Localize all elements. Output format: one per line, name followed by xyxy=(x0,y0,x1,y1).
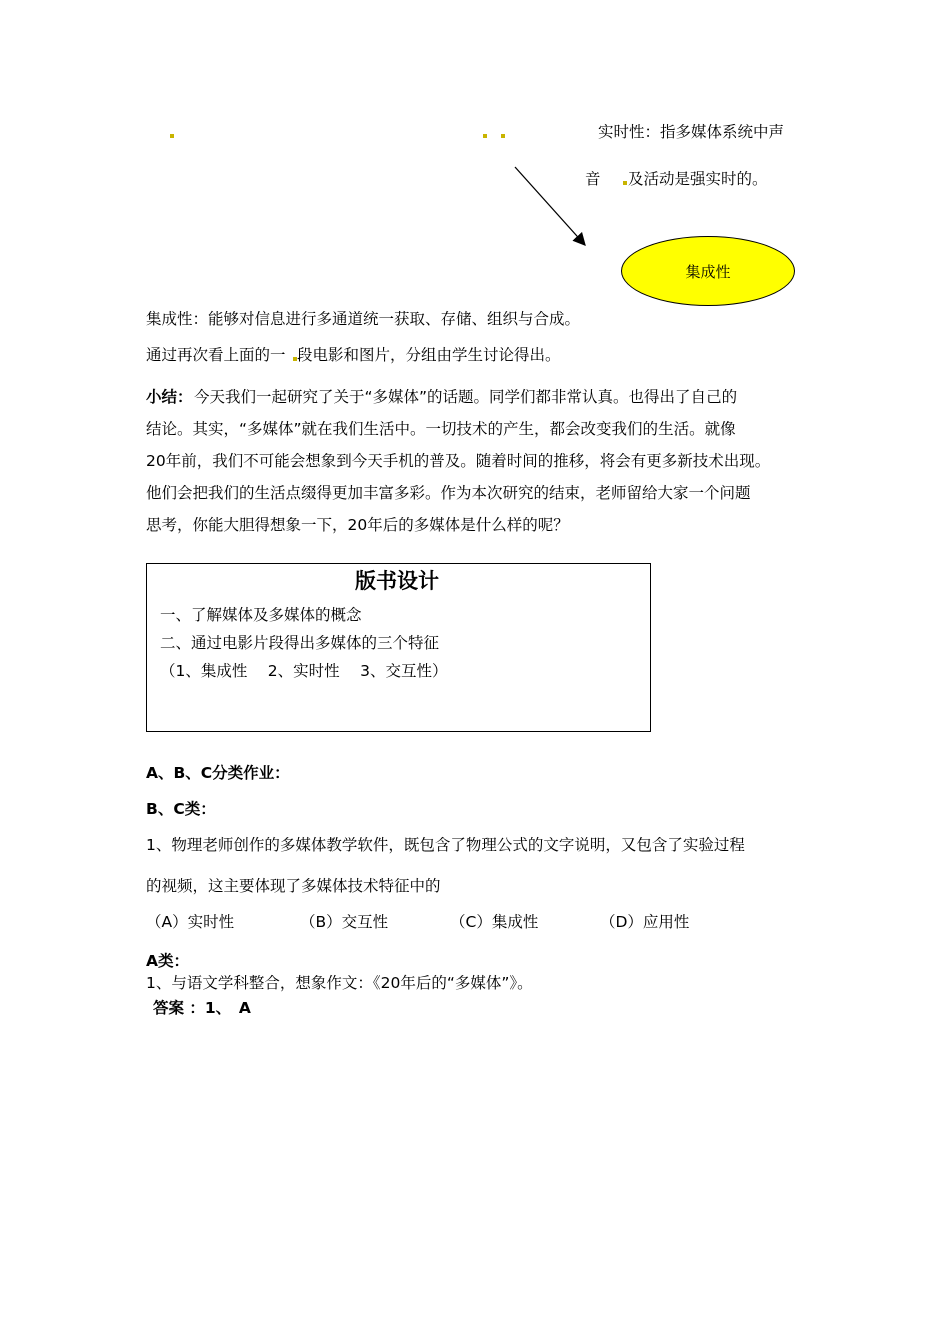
realtime-line-2a: 音 xyxy=(585,170,601,188)
a-question-1: 1、与语文学科整合，想象作文：《20年后的“多媒体”》。 xyxy=(146,974,533,992)
summary-line-4: 他们会把我们的生活点缀得更加丰富多彩。作为本次研究的结束，老师留给大家一个问题 xyxy=(146,484,751,502)
realtime-line-1: 实时性：指多媒体系统中声 xyxy=(598,123,785,141)
bc-heading: B、C类： xyxy=(146,800,216,818)
summary-line-5: 思考，你能大胆得想象一下，20年后的多媒体是什么样的呢？ xyxy=(146,516,569,534)
integration-definition: 集成性：能够对信息进行多通道统一获取、存储、组织与合成。 xyxy=(146,310,581,328)
homework-heading: A、B、C分类作业： xyxy=(146,764,290,782)
summary-line-1: 今天我们一起研究了关于“多媒体”的话题。同学们都非常认真。也得出了自己的 xyxy=(194,388,738,406)
option-a: （A）实时性 xyxy=(146,913,235,931)
realtime-line-2b: 及活动是强实时的。 xyxy=(628,170,768,188)
option-d: （D）应用性 xyxy=(600,913,690,931)
ellipse-label: 集成性 xyxy=(685,262,731,281)
answer-line: 答案 ：1、 A xyxy=(153,999,251,1017)
discussion-line-a: 通过再次看上面的一 xyxy=(146,346,286,364)
option-b: （B）交互性 xyxy=(300,913,389,931)
summary-line-3: 20年前，我们不可能会想象到今天手机的普及。随着时间的推移，将会有更多新技术出现。 xyxy=(146,452,771,470)
integration-ellipse xyxy=(621,236,795,306)
summary-line-2: 结论。其实，“多媒体”就在我们生活中。一切技术的产生，都会改变我们的生活。就像 xyxy=(146,420,736,438)
a-heading: A类： xyxy=(146,952,189,970)
arrow-connector xyxy=(0,0,950,320)
question-1-line-1: 1、物理老师创作的多媒体教学软件，既包含了物理公式的文字说明，又包含了实验过程 xyxy=(146,836,745,854)
summary-label: 小结： xyxy=(146,388,193,406)
board-item-2: 二、通过电影片段得出多媒体的三个特征 xyxy=(160,634,440,652)
board-item-1: 一、了解媒体及多媒体的概念 xyxy=(160,606,362,624)
option-c: （C）集成性 xyxy=(450,913,539,931)
board-item-3: （1、集成性 2、实时性 3、交互性） xyxy=(160,662,448,680)
question-1-line-2: 的视频，这主要体现了多媒体技术特征中的 xyxy=(146,877,441,895)
discussion-line-b: 段电影和图片，分组由学生讨论得出。 xyxy=(297,346,561,364)
board-title: 版书设计 xyxy=(355,569,439,593)
